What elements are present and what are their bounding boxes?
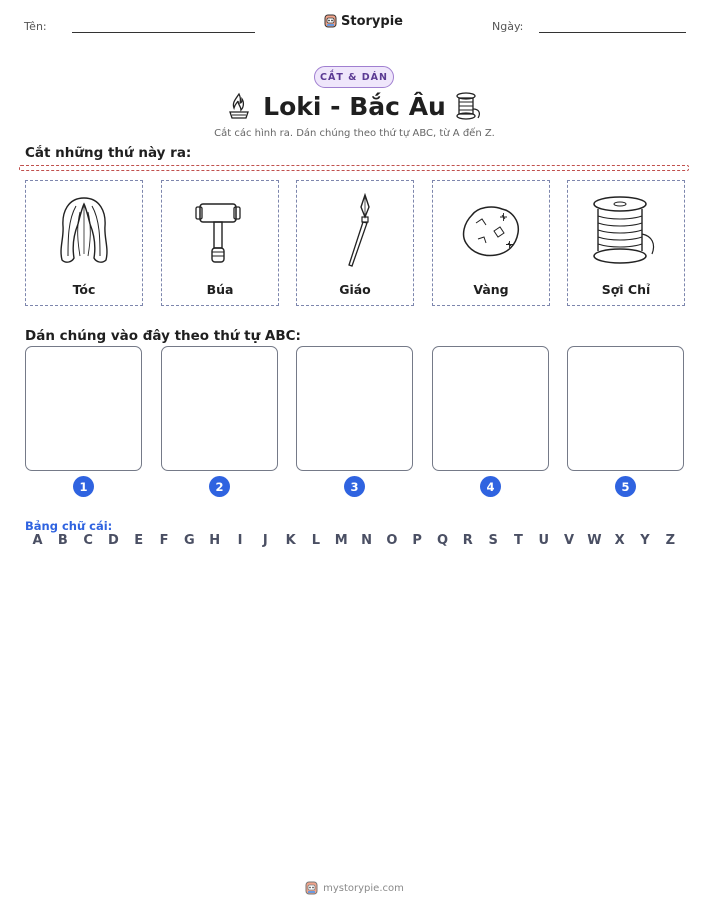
storypie-mascot-icon: [324, 13, 337, 29]
alphabet-letter: N: [361, 533, 372, 548]
alphabet-letter: X: [614, 533, 625, 548]
alphabet-letter: G: [184, 533, 195, 548]
alphabet-letter: Z: [665, 533, 676, 548]
alphabet-letter: M: [334, 533, 348, 548]
footer-link[interactable]: mystorypie.com: [323, 882, 404, 894]
alphabet-letter: Y: [640, 533, 650, 548]
paste-slot-1[interactable]: [25, 346, 142, 471]
alphabet-letter: P: [412, 533, 422, 548]
cutout-label: Búa: [206, 282, 234, 297]
slot-number-badge: 2: [209, 476, 230, 497]
instructions-text: Cắt các hình ra. Dán chúng theo thứ tự ABC, từ A đến Z.: [214, 128, 495, 139]
alphabet-letter: S: [488, 533, 498, 548]
alphabet-letter: B: [57, 533, 68, 548]
alphabet-letter: H: [209, 533, 221, 548]
page-title: Loki - Bắc Âu: [263, 92, 446, 121]
brand-name: Storypie: [341, 13, 403, 29]
cutout-label: Giáo: [339, 282, 371, 297]
date-write-line: [539, 32, 686, 33]
alphabet-letter: D: [108, 533, 119, 548]
cutout-card-bua[interactable]: [161, 180, 279, 306]
name-write-line: [72, 32, 255, 33]
cutout-card-soi-chi[interactable]: [567, 180, 685, 306]
alphabet-letter: W: [587, 533, 602, 548]
slot-number-badge: 4: [480, 476, 501, 497]
thread-spool-icon: [568, 187, 684, 275]
paste-slot-5[interactable]: [567, 346, 684, 471]
cutout-label: Vàng: [473, 282, 509, 297]
alphabet-letter: K: [285, 533, 296, 548]
alphabet-row: [25, 533, 683, 548]
storypie-mascot-icon: [305, 880, 318, 896]
alphabet-letter: E: [134, 533, 144, 548]
cutout-card-toc[interactable]: [25, 180, 143, 306]
alphabet-letter: Q: [436, 533, 449, 548]
cutout-card-giao[interactable]: [296, 180, 414, 306]
brand-logo: [324, 13, 403, 29]
paste-slot-3[interactable]: [296, 346, 413, 471]
alphabet-letter: I: [237, 533, 243, 548]
cut-dashed-line: [19, 165, 689, 171]
footer: [0, 880, 709, 896]
cutout-card-vang[interactable]: [432, 180, 550, 306]
alphabet-letter: O: [386, 533, 398, 548]
alphabet-title: Bảng chữ cái:: [25, 519, 113, 533]
hammer-icon: [162, 187, 278, 275]
hair-icon: [26, 187, 142, 275]
activity-badge: CẮT & DÁN: [314, 66, 394, 88]
alphabet-letter: F: [159, 533, 169, 548]
paste-section-heading: Dán chúng vào đây theo thứ tự ABC:: [25, 328, 301, 344]
alphabet-letter: V: [564, 533, 575, 548]
cutout-label: Tóc: [72, 282, 96, 297]
alphabet-letter: C: [83, 533, 93, 548]
alphabet-letter: A: [32, 533, 43, 548]
paste-slot-4[interactable]: [432, 346, 549, 471]
alphabet-letter: T: [514, 533, 523, 548]
paste-slot-2[interactable]: [161, 346, 278, 471]
alphabet-letter: J: [262, 533, 268, 548]
slot-number-badge: 1: [73, 476, 94, 497]
gold-nugget-icon: [433, 187, 549, 275]
date-label: Ngày:: [492, 20, 524, 33]
alphabet-letter: R: [462, 533, 473, 548]
alphabet-letter: U: [538, 533, 550, 548]
alphabet-letter: L: [311, 533, 321, 548]
name-label: Tên:: [24, 20, 47, 33]
slot-number-badge: 5: [615, 476, 636, 497]
spear-icon: [297, 187, 413, 275]
thread-spool-icon: [453, 91, 483, 125]
cut-section-heading: Cắt những thứ này ra:: [25, 145, 192, 161]
cutout-label: Sợi Chỉ: [601, 282, 651, 297]
slot-number-badge: 3: [344, 476, 365, 497]
